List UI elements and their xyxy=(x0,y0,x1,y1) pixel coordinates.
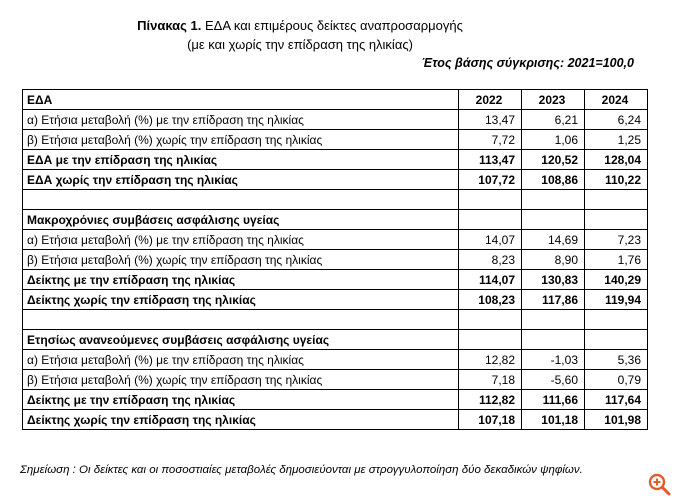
table-row xyxy=(23,390,648,410)
cell-value: 110,22 xyxy=(585,170,648,190)
cell-value: 111,66 xyxy=(522,390,585,410)
table-title xyxy=(0,18,640,33)
cell-value xyxy=(522,310,585,330)
table-row xyxy=(23,250,648,270)
cell-value: 117,64 xyxy=(585,390,648,410)
table-row xyxy=(23,230,648,250)
cell-value: 0,79 xyxy=(585,370,648,390)
cell-value: 14,69 xyxy=(522,230,585,250)
cell-value: 1,06 xyxy=(522,130,585,150)
cell-value xyxy=(459,190,522,210)
cell-value: 112,82 xyxy=(459,390,522,410)
table-header-row xyxy=(23,90,648,110)
row-label: α) Ετήσια μεταβολή (%) με την επίδραση της ηλικίας xyxy=(23,110,459,130)
zoom-in-icon[interactable] xyxy=(644,469,674,499)
cell-value: 6,21 xyxy=(522,110,585,130)
row-label: Δείκτης με την επίδραση της ηλικίας xyxy=(23,270,459,290)
cell-value xyxy=(522,210,585,230)
header-year: 2023 xyxy=(522,90,585,110)
cell-value: -1,03 xyxy=(522,350,585,370)
row-label: ΕΔΑ χωρίς την επίδραση της ηλικίας xyxy=(23,170,459,190)
row-label xyxy=(23,190,459,210)
cell-value xyxy=(585,210,648,230)
cell-value: 6,24 xyxy=(585,110,648,130)
header-year: 2024 xyxy=(585,90,648,110)
cell-value: 108,86 xyxy=(522,170,585,190)
row-label xyxy=(23,310,459,330)
cell-value: 7,72 xyxy=(459,130,522,150)
cell-value: 120,52 xyxy=(522,150,585,170)
cell-value: 7,23 xyxy=(585,230,648,250)
table-row xyxy=(23,370,648,390)
cell-value xyxy=(585,330,648,350)
cell-value: 13,47 xyxy=(459,110,522,130)
section-header-row xyxy=(23,210,648,230)
cell-value: 107,72 xyxy=(459,170,522,190)
section-header-row xyxy=(23,330,648,350)
table-spacer-row xyxy=(23,190,648,210)
row-label: Δείκτης με την επίδραση της ηλικίας xyxy=(23,390,459,410)
cell-value: 108,23 xyxy=(459,290,522,310)
cell-value: 8,90 xyxy=(522,250,585,270)
table-number: Πίνακας 1. xyxy=(137,18,202,33)
table-row xyxy=(23,130,648,150)
table-spacer-row xyxy=(23,310,648,330)
cell-value: 5,36 xyxy=(585,350,648,370)
row-label: ΕΔΑ με την επίδραση της ηλικίας xyxy=(23,150,459,170)
cell-value: 130,83 xyxy=(522,270,585,290)
row-label: Δείκτης χωρίς την επίδραση της ηλικίας xyxy=(23,290,459,310)
cell-value: 8,23 xyxy=(459,250,522,270)
cell-value xyxy=(459,310,522,330)
cell-value: 7,18 xyxy=(459,370,522,390)
cell-value: 128,04 xyxy=(585,150,648,170)
table-row xyxy=(23,410,648,430)
cell-value xyxy=(459,210,522,230)
header-label: ΕΔΑ xyxy=(23,90,459,110)
cell-value xyxy=(585,190,648,210)
row-label: β) Ετήσια μεταβολή (%) χωρίς την επίδραση της ηλικίας xyxy=(23,130,459,150)
section-label: Ετησίως ανανεούμενες συμβάσεις ασφάλισης υγείας xyxy=(23,330,459,350)
section-label: Μακροχρόνιες συμβάσεις ασφάλισης υγείας xyxy=(23,210,459,230)
cell-value: 140,29 xyxy=(585,270,648,290)
table-row xyxy=(23,110,648,130)
base-year: Έτος βάσης σύγκρισης: 2021=100,0 xyxy=(421,56,634,70)
cell-value: 1,25 xyxy=(585,130,648,150)
cell-value: 12,82 xyxy=(459,350,522,370)
cell-value: 114,07 xyxy=(459,270,522,290)
cell-value xyxy=(459,330,522,350)
cell-value: 113,47 xyxy=(459,150,522,170)
table-row xyxy=(23,290,648,310)
cell-value: 117,86 xyxy=(522,290,585,310)
row-label: Δείκτης χωρίς την επίδραση της ηλικίας xyxy=(23,410,459,430)
footnote: Σημείωση : Οι δείκτες και οι ποσοστιαίες μεταβολές δημοσιεύονται με στρογγυλοποίηση δύο δεκαδικών ψηφίων. xyxy=(20,464,583,476)
table-row xyxy=(23,150,648,170)
cell-value: 101,98 xyxy=(585,410,648,430)
header-year: 2022 xyxy=(459,90,522,110)
row-label: α) Ετήσια μεταβολή (%) με την επίδραση της ηλικίας xyxy=(23,230,459,250)
cell-value: 14,07 xyxy=(459,230,522,250)
cell-value: 107,18 xyxy=(459,410,522,430)
cell-value xyxy=(585,310,648,330)
cell-value: 101,18 xyxy=(522,410,585,430)
table-title-text: ΕΔΑ και επιμέρους δείκτες αναπροσαρμογής xyxy=(201,18,463,33)
cell-value xyxy=(522,330,585,350)
row-label: β) Ετήσια μεταβολή (%) χωρίς την επίδραση της ηλικίας xyxy=(23,250,459,270)
table-row xyxy=(23,170,648,190)
index-table xyxy=(22,89,648,430)
cell-value: 119,94 xyxy=(585,290,648,310)
table-subtitle: (με και χωρίς την επίδραση της ηλικίας) xyxy=(187,37,413,52)
row-label: α) Ετήσια μεταβολή (%) με την επίδραση της ηλικίας xyxy=(23,350,459,370)
table-row xyxy=(23,270,648,290)
row-label: β) Ετήσια μεταβολή (%) χωρίς την επίδραση της ηλικίας xyxy=(23,370,459,390)
table-row xyxy=(23,350,648,370)
cell-value: 1,76 xyxy=(585,250,648,270)
cell-value: -5,60 xyxy=(522,370,585,390)
cell-value xyxy=(522,190,585,210)
